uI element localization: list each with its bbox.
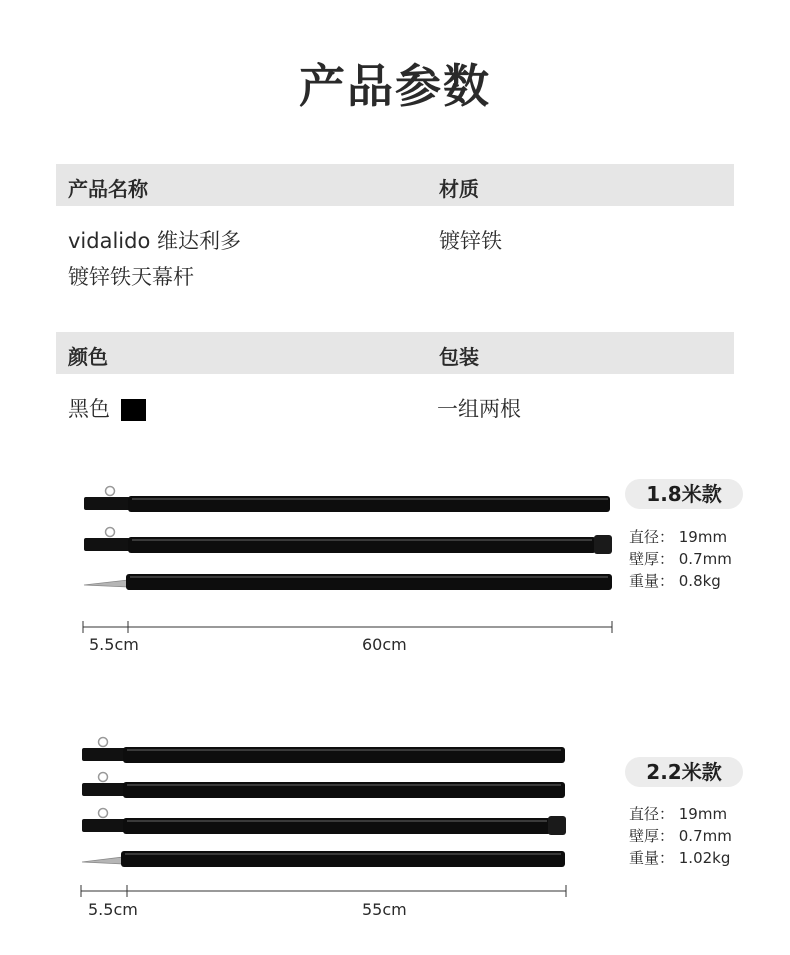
spec-diameter: 直径： 19mm [629, 805, 728, 823]
product-name-line-1: vidalido 维达利多 [68, 229, 241, 253]
model-badge-1-8m: 1.8米款 [625, 479, 743, 509]
spec-wall-thickness: 壁厚： 0.7mm [629, 550, 732, 568]
dimension-small-1-8m: 5.5cm [89, 635, 139, 654]
page-title: 产品参数 [299, 59, 491, 113]
color-value: 黑色 [68, 397, 110, 421]
pole-segment-1 [82, 738, 565, 764]
dimension-large-2-2m: 55cm [362, 900, 407, 919]
spec-weight: 重量： 0.8kg [629, 572, 721, 590]
dimension-large-1-8m: 60cm [362, 635, 407, 654]
pole-segment-4 [82, 851, 565, 867]
material-label: 材质 [439, 177, 479, 201]
spec-weight: 重量： 1.02kg [629, 849, 731, 867]
pole-segment-1 [84, 487, 610, 513]
product-name-label: 产品名称 [68, 177, 148, 201]
pole-segment-2 [82, 773, 565, 799]
color-label: 颜色 [68, 345, 108, 369]
material-value: 镀锌铁 [439, 229, 502, 253]
packaging-value: 一组两根 [437, 397, 521, 421]
model-specs-2-2m [629, 803, 732, 869]
pole-set-2-2m [81, 738, 566, 898]
dimension-small-2-2m: 5.5cm [88, 900, 138, 919]
pole-segment-3 [84, 574, 612, 590]
pole-segment-3 [82, 809, 566, 836]
model-badge-2-2m: 2.2米款 [625, 757, 743, 787]
spec-wall-thickness: 壁厚： 0.7mm [629, 827, 732, 845]
packaging-label: 包装 [439, 345, 479, 369]
model-specs-1-8m [629, 526, 732, 592]
pole-segment-2 [84, 528, 612, 555]
spec-diameter: 直径： 19mm [629, 528, 728, 546]
product-name-line-2: 镀锌铁天幕杆 [68, 265, 194, 289]
pole-set-1-8m [83, 487, 612, 634]
